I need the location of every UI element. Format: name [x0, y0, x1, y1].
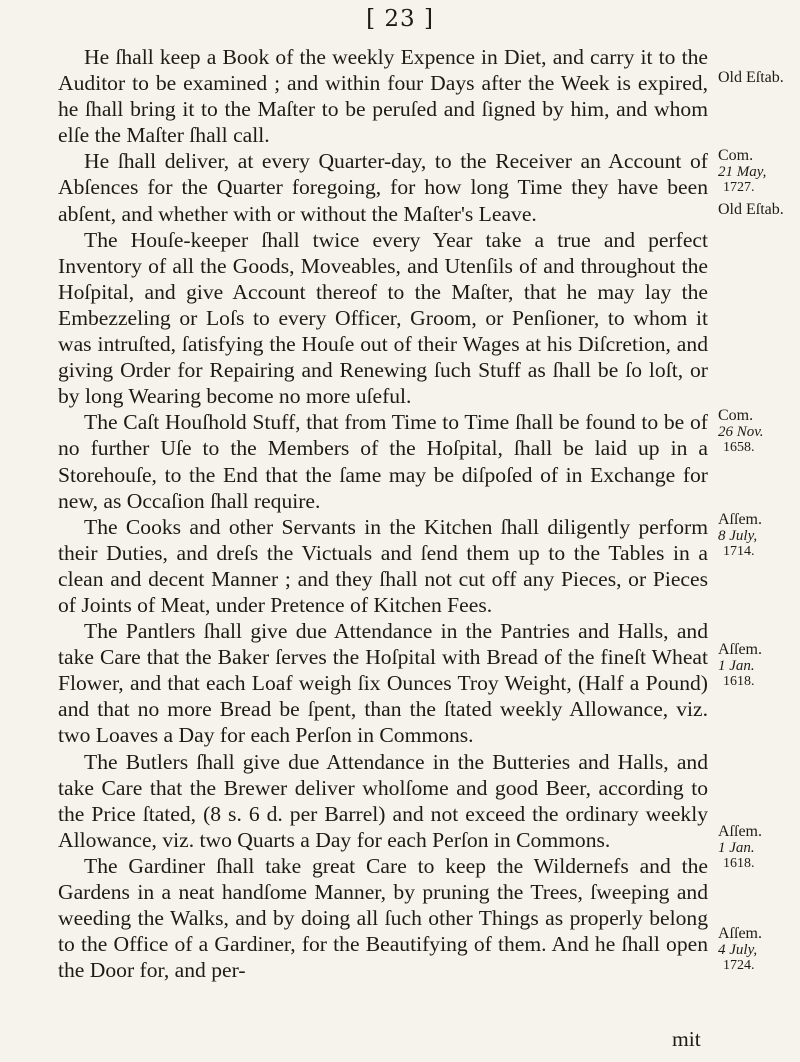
note-year: 1714.	[723, 544, 755, 559]
note-source: Com.	[718, 147, 754, 164]
note-date: 1 Jan.	[718, 840, 755, 856]
note-source: Com.	[718, 407, 754, 424]
margin-note	[718, 512, 800, 560]
note-date: 8 July,	[718, 528, 758, 544]
note-year: 1727.	[723, 180, 755, 195]
note-year: 1724.	[723, 958, 755, 973]
note-year: 1618.	[723, 674, 755, 689]
note-source: Aſſem.	[718, 823, 762, 840]
paragraph-butlers: The Butlers ſhall give due Attendance in the Butteries and Halls, and take Care that the Brewer deliver wholſome and good Beer, according to the Price ſtated, (8 s. 6 d. per Barrel) and not exceed the ordinary weekly Allowance, viz. two Quarts a Day for each Perſon in Commons.	[58, 749, 708, 852]
margin-note	[718, 926, 800, 974]
note-date: 4 July,	[718, 942, 758, 958]
margin-note	[718, 202, 800, 218]
note-source: Aſſem.	[718, 511, 762, 528]
note-source: Old Eſtab.	[718, 69, 784, 86]
note-year: 1618.	[723, 856, 755, 871]
note-date: 26 Nov.	[718, 424, 764, 440]
paragraph-cooks: The Cooks and other Servants in the Kitchen ſhall diligently perform their Duties, and dreſs the Victuals and ſend them up to the Tables in a clean and decent Manner ; and they ſhall not cut off any Pieces, or Pieces of Joints of Meat, under Pretence of Kitchen Fees.	[58, 514, 708, 617]
paragraph-household-stuff: The Caſt Houſhold Stuff, that from Time to Time ſhall be found to be of no further Uſe to the Members of the Hoſpital, ſhall be laid up in a Storehouſe, to the End that the ſame may be diſpoſed of in Exchange for new, as Occaſion ſhall require.	[58, 410, 708, 513]
note-source: Aſſem.	[718, 925, 762, 942]
note-date: 1 Jan.	[718, 658, 755, 674]
note-year: 1658.	[723, 440, 755, 455]
margin-note	[718, 148, 800, 196]
margin-note	[718, 70, 800, 86]
body-text	[58, 44, 708, 983]
margin-note	[718, 408, 800, 456]
paragraph-diet-book: He ſhall keep a Book of the weekly Expence in Diet, and carry it to the Auditor to be examined ; and within four Days after the Week is expired, he ſhall bring it to the Maſter to be peruſed and ſigned by him, and whom elſe the Maſter ſhall call.	[58, 45, 708, 148]
paragraph-pantlers: The Pantlers ſhall give due Attendance in the Pantries and Halls, and take Care that the Baker ſerves the Hoſpital with Bread of the fineſt Wheat Flower, and that each Loaf weigh ſix Ounces Troy Weight, (Half a Pound) and that no more Bread be ſpent, than the ſtated weekly Allowance, viz. two Loaves a Day for each Perſon in Commons.	[58, 619, 708, 748]
note-date: 21 May,	[718, 164, 767, 180]
page-number: [ 23 ]	[366, 6, 434, 32]
note-source: Aſſem.	[718, 641, 762, 658]
page-end-word: mit	[672, 1027, 701, 1051]
note-source: Old Eſtab.	[718, 201, 784, 218]
paragraph-inventory: The Houſe-keeper ſhall twice every Year take a true and perfect Inventory of all the Goods, Moveables, and Utenſils of and throughout the Hoſpital, and give Account thereof to the Maſter, that he may lay the Embezzeling or Loſs to every Officer, Groom, or Penſioner, to whom it was intruſted, ſatisfying the Houſe out of their Wages at his Diſcretion, and giving Order for Repairing and Renewing ſuch Stuff as ſhall be ſo loſt, or by long Wearing become no more uſeful.	[58, 227, 708, 409]
paragraph-gardiner: The Gardiner ſhall take great Care to keep the Wildernefs and the Gardens in a neat handſome Manner, by pruning the Trees, ſweeping and weeding the Walks, and by doing all ſuch other Things as properly belong to the Office of a Gardiner, for the Beautifying of them. And he ſhall open the Door for, and per-	[58, 853, 708, 983]
margin-note	[718, 642, 800, 690]
paragraph-absences: He ſhall deliver, at every Quarter-day, to the Receiver an Account of Abſences for the Quarter foregoing, for how long Time they have been abſent, and whether with or without the Maſter's Leave.	[58, 149, 708, 226]
margin-note	[718, 824, 800, 872]
